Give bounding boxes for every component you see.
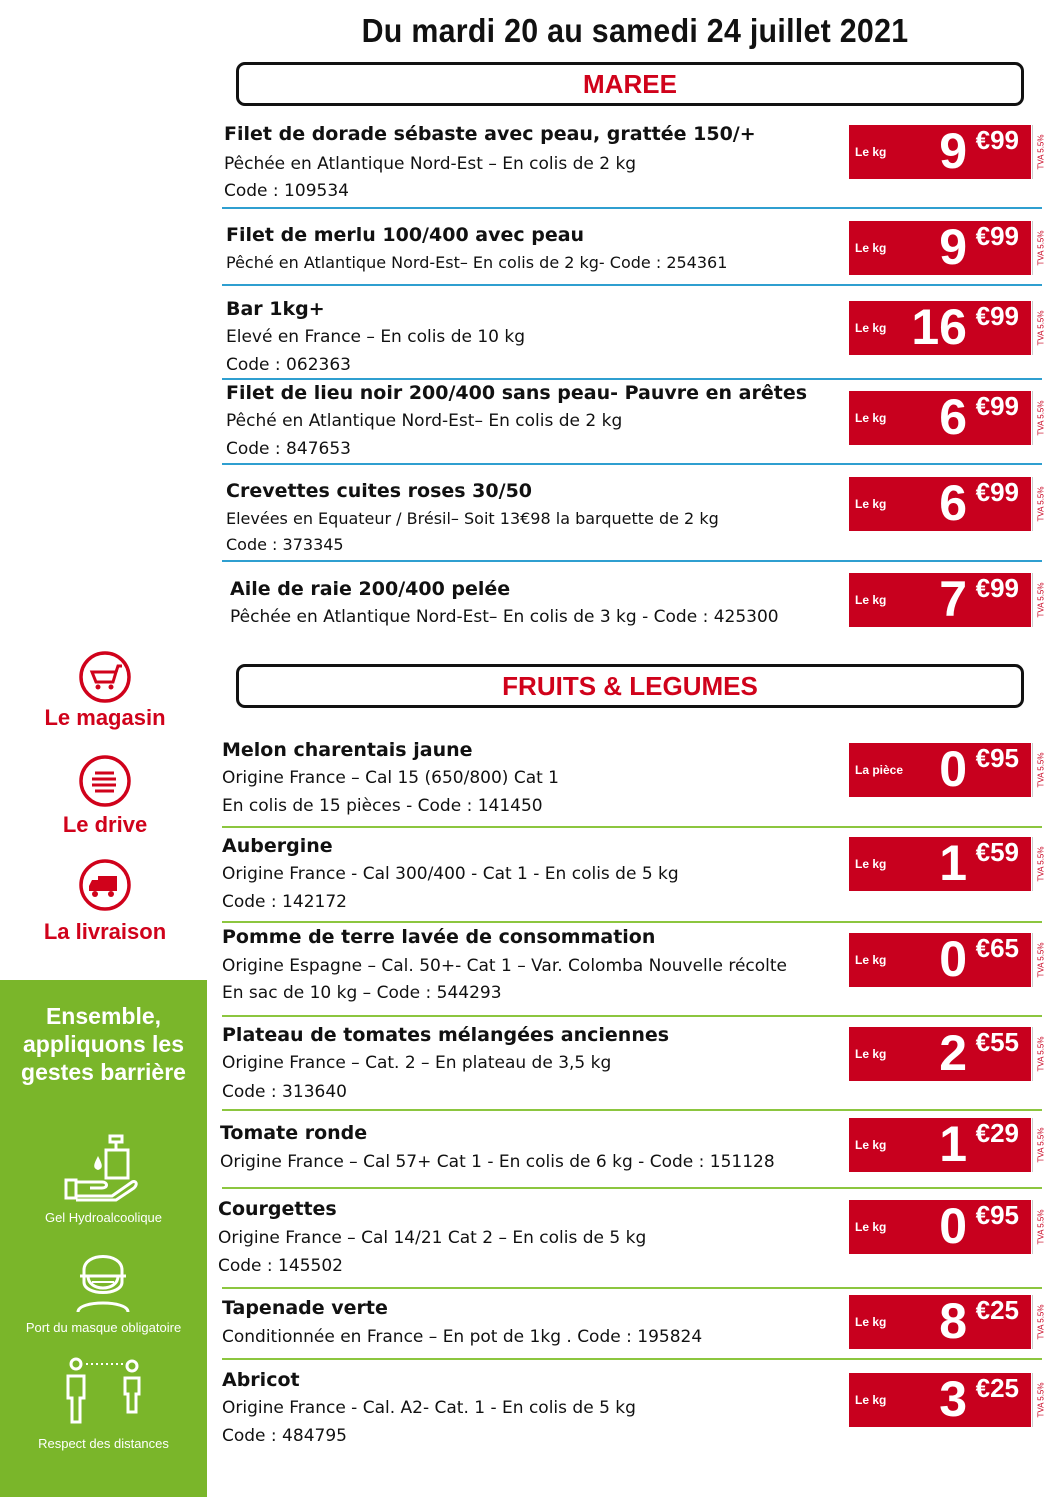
price-tag (849, 391, 1031, 445)
hand-gel-icon (62, 1130, 144, 1204)
product-origin: Elevé en France – En colis de 10 kg (226, 327, 526, 347)
product-code: Code : 484795 (222, 1426, 347, 1446)
price-tag (849, 301, 1031, 355)
tva-label: TVA 5.5% (1032, 933, 1049, 987)
product-code: Code : 313640 (222, 1082, 347, 1102)
tva-label: TVA 5.5% (1032, 573, 1049, 627)
product-name: Plateau de tomates mélangées anciennes (222, 1024, 670, 1046)
product-name: Tapenade verte (222, 1297, 388, 1319)
tva-label: TVA 5.5% (1032, 1373, 1049, 1427)
product-origin: Conditionnée en France – En pot de 1kg . Code : 195824 (222, 1327, 703, 1347)
mask-caption: Port du masque obligatoire (25, 1320, 182, 1335)
product-code: Code : 847653 (226, 439, 351, 459)
section-title-fruits: FRUITS & LEGUMES (236, 664, 1024, 708)
product-origin: Origine France - Cal. A2- Cat. 1 - En colis de 5 kg (222, 1398, 636, 1418)
price-integer: 0 (939, 1198, 967, 1254)
price-integer: 8 (939, 1293, 967, 1349)
price-cents: €59 (975, 837, 1019, 867)
product-origin: Pêchée en Atlantique Nord-Est– En colis de 3 kg - Code : 425300 (230, 607, 779, 627)
price-tag (849, 1373, 1031, 1427)
price-tag (849, 933, 1031, 987)
row-separator (222, 207, 1042, 209)
price-integer: 7 (939, 571, 967, 627)
tva-label: TVA 5.5% (1032, 1295, 1049, 1349)
price-integer: 9 (939, 219, 967, 275)
product-code: Code : 062363 (226, 355, 351, 375)
price-unit: Le kg (855, 321, 887, 335)
product-code: Code : 373345 (226, 535, 344, 554)
price-tag (849, 837, 1031, 891)
price-unit: Le kg (855, 857, 887, 871)
product-origin: Origine France – Cal 15 (650/800) Cat 1 (222, 768, 559, 788)
product-name: Pomme de terre lavée de consommation (222, 926, 656, 948)
price-unit: Le kg (855, 1393, 887, 1407)
price-unit: Le kg (855, 411, 887, 425)
product-name: Abricot (222, 1369, 300, 1391)
tva-label: TVA 5.5% (1032, 125, 1049, 179)
price-cents: €25 (975, 1295, 1019, 1325)
row-separator (222, 1187, 1042, 1189)
row-separator (222, 1287, 1042, 1289)
tva-label: TVA 5.5% (1032, 1200, 1049, 1254)
product-name: Filet de dorade sébaste avec peau, grattée 150/+ (224, 123, 756, 145)
product-origin: Elevées en Equateur / Brésil– Soit 13€98 la barquette de 2 kg (226, 509, 719, 528)
price-cents: €99 (975, 301, 1019, 331)
price-cents: €29 (975, 1118, 1019, 1148)
tva-label: TVA 5.5% (1032, 1027, 1049, 1081)
price-integer: 2 (939, 1025, 967, 1081)
row-separator (222, 378, 1042, 380)
price-tag (849, 477, 1031, 531)
tva-label: TVA 5.5% (1032, 301, 1049, 355)
product-code: Code : 145502 (218, 1256, 343, 1276)
truck-icon (78, 858, 132, 912)
page-title: Du mardi 20 au samedi 24 juillet 2021 (361, 12, 909, 49)
price-tag (849, 1027, 1031, 1081)
product-name: Bar 1kg+ (226, 298, 325, 320)
product-code: Code : 142172 (222, 892, 347, 912)
product-name: Aile de raie 200/400 pelée (230, 578, 511, 600)
price-integer: 0 (939, 931, 967, 987)
price-integer: 16 (911, 299, 967, 355)
tva-label: TVA 5.5% (1032, 221, 1049, 275)
product-origin: Pêché en Atlantique Nord-Est– En colis de 2 kg (226, 411, 623, 431)
row-separator (222, 284, 1042, 286)
product-origin: Origine France - Cal 300/400 - Cat 1 - En colis de 5 kg (222, 864, 679, 884)
row-separator (222, 921, 1042, 923)
product-name: Filet de merlu 100/400 avec peau (226, 224, 585, 246)
price-cents: €95 (975, 743, 1019, 773)
tva-label: TVA 5.5% (1032, 477, 1049, 531)
price-tag (849, 221, 1031, 275)
price-tag (849, 125, 1031, 179)
price-tag (849, 1118, 1031, 1172)
product-name: Crevettes cuites roses 30/50 (226, 480, 533, 502)
price-unit: Le kg (855, 953, 887, 967)
cart-icon (78, 650, 132, 704)
drive-icon (78, 754, 132, 808)
price-unit: Le kg (855, 1220, 887, 1234)
service-livraison: La livraison (43, 919, 167, 944)
price-cents: €99 (975, 573, 1019, 603)
price-integer: 1 (939, 835, 967, 891)
price-unit: La pièce (855, 763, 904, 777)
price-tag (849, 743, 1031, 797)
price-cents: €95 (975, 1200, 1019, 1230)
row-separator (222, 1109, 1042, 1111)
product-origin: Origine France – Cal 14/21 Cat 2 – En colis de 5 kg (218, 1228, 647, 1248)
gel-caption: Gel Hydroalcoolique (44, 1210, 163, 1225)
panel-title: Ensemble, appliquons les gestes barrière (21, 1003, 186, 1085)
product-name: Aubergine (222, 835, 333, 857)
price-cents: €99 (975, 477, 1019, 507)
row-separator (222, 1015, 1042, 1017)
tva-label: TVA 5.5% (1032, 391, 1049, 445)
price-tag (849, 1295, 1031, 1349)
price-integer: 6 (939, 475, 967, 531)
price-tag (849, 573, 1031, 627)
product-origin: Origine France – Cat. 2 – En plateau de 3,5 kg (222, 1053, 612, 1073)
section-title-maree: MAREE (236, 62, 1024, 106)
price-unit: Le kg (855, 1315, 887, 1329)
product-name: Tomate ronde (220, 1122, 368, 1144)
product-code: En sac de 10 kg – Code : 544293 (222, 983, 502, 1003)
service-magasin: Le magasin (44, 705, 166, 730)
product-code: En colis de 15 pièces - Code : 141450 (222, 796, 543, 816)
product-origin: Pêché en Atlantique Nord-Est– En colis de 2 kg- Code : 254361 (226, 253, 728, 272)
price-unit: Le kg (855, 1138, 887, 1152)
row-separator (222, 463, 1042, 465)
price-tag (849, 1200, 1031, 1254)
product-origin: Pêchée en Atlantique Nord-Est – En colis de 2 kg (224, 154, 637, 174)
product-code: Code : 109534 (224, 181, 349, 201)
product-origin: Origine Espagne – Cal. 50+- Cat 1 – Var. Colomba Nouvelle récolte (222, 956, 788, 976)
price-unit: Le kg (855, 145, 887, 159)
service-drive: Le drive (62, 812, 148, 837)
product-name: Filet de lieu noir 200/400 sans peau- Pauvre en arêtes (226, 382, 808, 404)
product-name: Courgettes (218, 1198, 337, 1220)
price-cents: €99 (975, 221, 1019, 251)
price-integer: 0 (939, 741, 967, 797)
price-cents: €99 (975, 391, 1019, 421)
price-cents: €55 (975, 1027, 1019, 1057)
price-cents: €65 (975, 933, 1019, 963)
price-unit: Le kg (855, 497, 887, 511)
price-integer: 1 (939, 1116, 967, 1172)
distance-caption: Respect des distances (38, 1436, 169, 1451)
product-name: Melon charentais jaune (222, 739, 473, 761)
price-unit: Le kg (855, 241, 887, 255)
product-origin: Origine France – Cal 57+ Cat 1 - En colis de 6 kg - Code : 151128 (220, 1152, 775, 1172)
price-cents: €99 (975, 125, 1019, 155)
price-integer: 9 (939, 123, 967, 179)
tva-label: TVA 5.5% (1032, 743, 1049, 797)
tva-label: TVA 5.5% (1032, 837, 1049, 891)
price-unit: Le kg (855, 593, 887, 607)
mask-icon (70, 1242, 136, 1314)
price-integer: 3 (939, 1371, 967, 1427)
row-separator (222, 1358, 1042, 1360)
barrier-gestures-panel (0, 980, 207, 1497)
distance-icon (64, 1356, 146, 1426)
row-separator (222, 826, 1042, 828)
row-separator (222, 560, 1042, 562)
tva-label: TVA 5.5% (1032, 1118, 1049, 1172)
price-integer: 6 (939, 389, 967, 445)
price-cents: €25 (975, 1373, 1019, 1403)
price-unit: Le kg (855, 1047, 887, 1061)
